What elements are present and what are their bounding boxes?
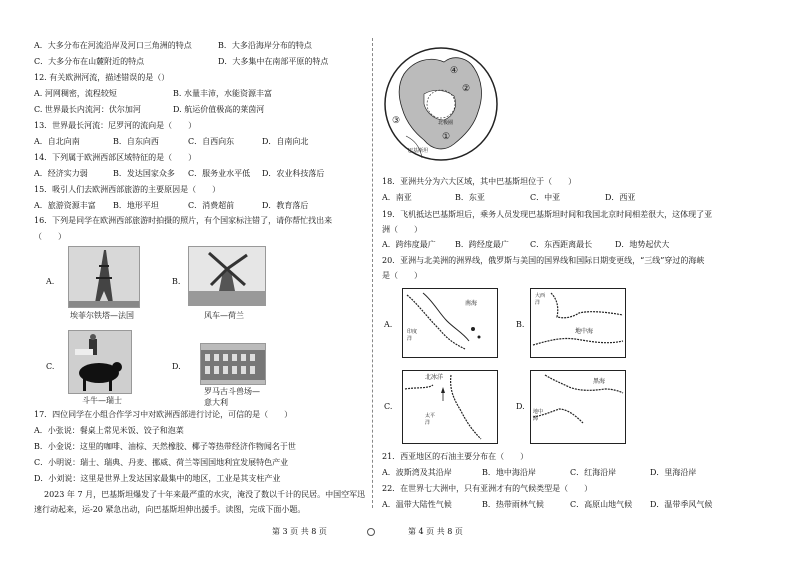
- colosseum-photo: [200, 343, 266, 385]
- globe-label-north-pole: 北极圈: [438, 120, 454, 126]
- windmill-photo: [188, 246, 266, 306]
- passage-line-2: 速行动起来，运-20 紧急出动，向巴基斯坦伸出援手。读图，完成下面小题。: [34, 505, 306, 514]
- center-mark: [367, 528, 375, 536]
- map-b-label-1: 大西洋: [535, 293, 546, 306]
- q17-option-c: C．小明说：瑞士、瑞典、丹麦、挪威、荷兰等国国地利宜发展特色产业: [34, 458, 289, 467]
- q12-stem: 12. 有关欧洲河流，描述错误的是（）: [34, 73, 170, 82]
- q16-label-a: A.: [46, 277, 55, 286]
- q15-option-a: A．旅游资源丰富: [34, 201, 96, 210]
- q19-option-b: B．跨经度最广: [455, 240, 509, 249]
- q12-option-b: B. 水量丰沛，水能资源丰富: [173, 89, 272, 98]
- q12-option-a: A. 河网稠密，流程较短: [34, 89, 117, 98]
- q20-line-2: 是（ ）: [382, 271, 422, 280]
- passage-line-1: 2023 年 7 月，巴基斯坦爆发了十年来最严重的水灾，淹没了数以千计的民居。中国空军迅: [44, 490, 366, 499]
- bullfight-photo: [68, 330, 132, 394]
- q21-option-c: C．红海沿岸: [570, 468, 617, 477]
- map-b-label-2: 地中海: [575, 328, 594, 335]
- q14-option-c: C．服务业水平低: [188, 169, 251, 178]
- eiffel-tower-photo: [68, 246, 140, 308]
- globe-label-1: ①: [442, 132, 451, 142]
- q11-option-d: D．大多集中在南部平原的特点: [218, 57, 329, 66]
- q13-option-a: A．自北向南: [34, 137, 80, 146]
- polar-globe-map: [384, 40, 498, 168]
- q13-option-b: B．自东向西: [113, 137, 159, 146]
- q22-option-c: C．高原山地气候: [570, 500, 633, 509]
- globe-label-4: ④: [450, 66, 459, 76]
- q15-option-d: D．教育落后: [262, 201, 309, 210]
- q21-option-d: D．里海沿岸: [650, 468, 697, 477]
- map-d-label-1: 黑海: [593, 378, 606, 385]
- q16-caption-d: 罗马古斗兽场—意大利: [204, 387, 260, 407]
- q15-option-b: B．地形平坦: [113, 201, 159, 210]
- map-d-label-2: 地中海: [533, 409, 544, 422]
- strait-map-b: [530, 288, 626, 358]
- q16-label-c: C.: [46, 362, 55, 371]
- q13-stem: 13．世界最长河流：尼罗河的流向是（ ）: [34, 121, 197, 130]
- q16-caption-a: 埃菲尔铁塔—法国: [70, 311, 134, 320]
- q16-caption-b: 风车—荷兰: [204, 311, 244, 320]
- q20-label-d: D.: [516, 402, 525, 411]
- q22-option-b: B．热带雨林气候: [482, 500, 544, 509]
- q16-stem: 16．下列是同学在欧洲西部旅游时拍摄的照片，有个国家标注错了，请你帮忙找出来: [34, 216, 333, 225]
- q12-option-c: C. 世界最长内流河：伏尔加河: [34, 105, 141, 114]
- column-divider: [372, 38, 373, 508]
- strait-map-a: [402, 288, 498, 358]
- q18-option-a: A．南亚: [382, 193, 412, 202]
- q22-option-d: D．温带季风气候: [650, 500, 713, 509]
- q11-option-c: C．大多分布在山麓附近的特点: [34, 57, 145, 66]
- q16-label-d: D.: [172, 362, 181, 371]
- q11-option-b: B．大多沿海岸分布的特点: [218, 41, 312, 50]
- q22-option-a: A．温带大陆性气候: [382, 500, 452, 509]
- q11-option-a: A．大多分布在河流沿岸及河口三角洲的特点: [34, 41, 192, 50]
- q18-option-d: D．西亚: [605, 193, 636, 202]
- globe-label-3: ③: [392, 116, 401, 126]
- q16-label-b: B.: [172, 277, 181, 286]
- map-a-label-2: 印度洋: [407, 329, 418, 342]
- q14-option-b: B．发达国家众多: [113, 169, 175, 178]
- q19-option-a: A．跨纬度最广: [382, 240, 436, 249]
- strait-map-c: [402, 370, 498, 444]
- q18-option-c: C．中亚: [530, 193, 561, 202]
- q21-option-b: B．地中海沿岸: [482, 468, 536, 477]
- q19-line-1: 19．飞机抵达巴基斯坦后，乘务人员发现巴基斯坦时间和我国北京时间相差很大，这体现了亚: [382, 210, 713, 219]
- q21-option-a: A．波斯湾及其沿岸: [382, 468, 452, 477]
- q19-line-2: 洲（ ）: [382, 225, 422, 234]
- q18-stem: 18．亚洲共分为六大区域，其中巴基斯坦位于（ ）: [382, 177, 577, 186]
- right-page-footer: 第 4 页 共 8 页: [408, 527, 463, 536]
- q21-stem: 21．西亚地区的石油主要分布在（ ）: [382, 452, 529, 461]
- q16-caption-c: 斗牛—瑞士: [82, 396, 122, 405]
- q22-stem: 22．在世界七大洲中，只有亚洲才有的气候类型是（ ）: [382, 484, 593, 493]
- q13-option-c: C．自西向东: [188, 137, 235, 146]
- left-page-footer: 第 3 页 共 8 页: [272, 527, 327, 536]
- q20-label-a: A.: [384, 320, 393, 329]
- q18-option-b: B．东亚: [455, 193, 485, 202]
- q15-stem: 15．吸引人们去欧洲西部旅游的主要原因是（ ）: [34, 185, 221, 194]
- q15-option-c: C．消费超前: [188, 201, 235, 210]
- globe-label-pakistan: 巴基斯坦: [408, 148, 429, 154]
- q17-option-b: B．小金说：这里的咖啡、油棕、天然橡胶、椰子等热带经济作物闻名于世: [34, 442, 296, 451]
- q13-option-d: D．自南向北: [262, 137, 309, 146]
- q14-option-a: A．经济实力弱: [34, 169, 88, 178]
- strait-map-d: [530, 370, 626, 444]
- q20-line-1: 20．亚洲与北美洲的洲界线，俄罗斯与美国的国界线和国际日期变更线，“三线”穿过的海峡: [382, 256, 705, 265]
- q17-option-a: A．小张说：餐桌上常见米饭、饺子和泡菜: [34, 426, 184, 435]
- map-a-label-1: 南海: [465, 300, 478, 307]
- q12-option-d: D. 航运价值极高的莱茵河: [173, 105, 265, 114]
- q14-stem: 14．下列属于欧洲西部区域特征的是（ ）: [34, 153, 197, 162]
- q19-option-d: D．地势起伏大: [615, 240, 670, 249]
- map-c-label-1: 北冰洋: [425, 374, 444, 381]
- map-c-label-2: 太平洋: [425, 413, 436, 426]
- q16-paren: （ ）: [34, 232, 66, 241]
- q20-label-c: C.: [384, 402, 393, 411]
- q17-stem: 17．四位同学在小组合作学习中对欧洲西部进行讨论，可信的是（ ）: [34, 410, 293, 419]
- q20-label-b: B.: [516, 320, 525, 329]
- q19-option-c: C．东西距离最长: [530, 240, 593, 249]
- q17-option-d: D．小刘说：这里是世界上发达国家最集中的地区，工业是其支柱产业: [34, 474, 281, 483]
- globe-label-2: ②: [462, 84, 471, 94]
- q14-option-d: D．农业科技落后: [262, 169, 325, 178]
